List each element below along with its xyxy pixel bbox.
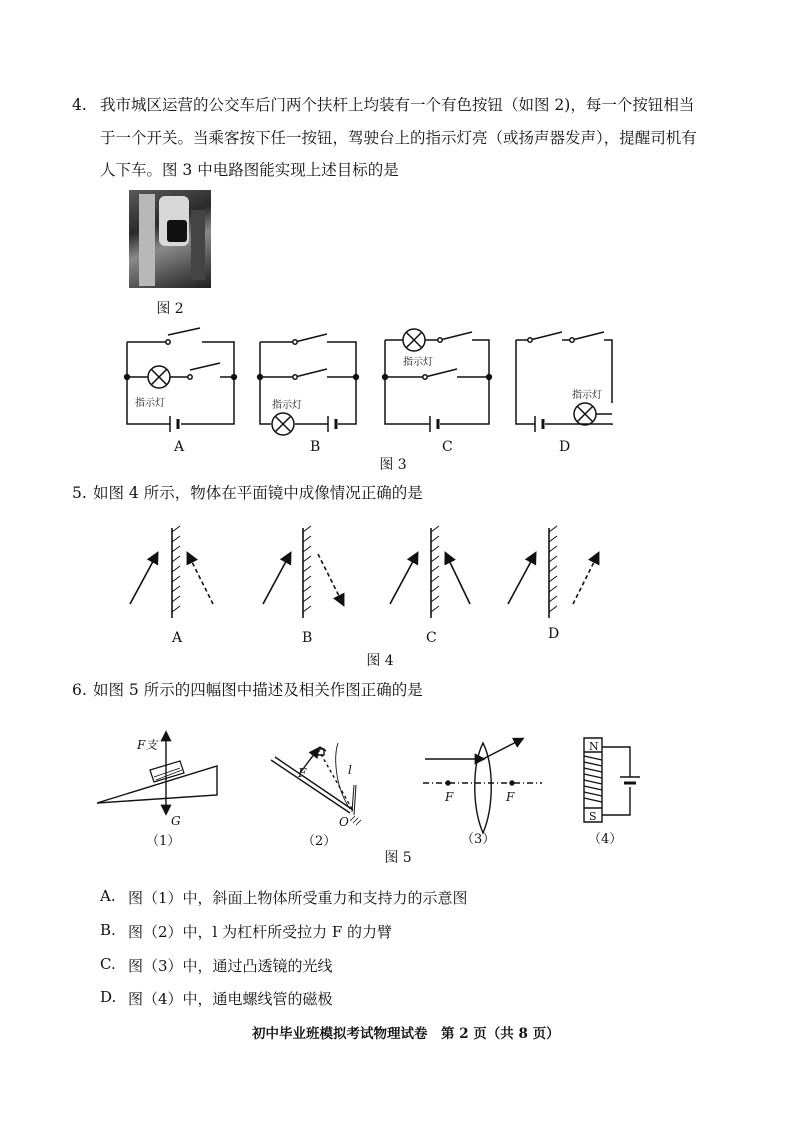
q4-line-2: 于一个开关。当乘客按下任一按钮，驾驶台上的指示灯亮（或扬声器发声），提醒司机有 <box>100 129 697 147</box>
lever-force-label: F <box>298 766 307 780</box>
choice-c-text: 图（3）中，通过凸透镜的光线 <box>128 957 333 975</box>
fig3-caption: 图 3 <box>379 457 407 473</box>
choice-a-text: 图（1）中，斜面上物体所受重力和支持力的示意图 <box>128 889 468 907</box>
mirror-option-b: B <box>302 630 313 646</box>
lamp-label-b: 指示灯 <box>272 400 302 411</box>
fig4-caption: 图 4 <box>366 653 394 669</box>
choice-a-letter: A. <box>100 887 116 905</box>
q4-number: 4. <box>72 96 87 114</box>
mirror-option-d: D <box>548 626 560 642</box>
mirror-diagrams <box>0 520 794 660</box>
support-force-label: F支 <box>137 738 158 752</box>
q6-text: 如图 5 所示的四幅图中描述及相关作图正确的是 <box>93 681 423 699</box>
circuit-b <box>258 334 359 435</box>
option-b-label: B <box>310 439 321 455</box>
circuit-a <box>125 328 237 432</box>
sub-label-1: （1） <box>146 834 181 849</box>
pivot-label: O <box>339 815 349 829</box>
focus-left-label: F <box>445 790 454 804</box>
south-pole-label: S <box>589 810 597 823</box>
choice-d-letter: D. <box>100 988 117 1006</box>
page-footer: 初中毕业班模拟考试物理试卷 第 2 页（共 8 页） <box>252 1026 560 1042</box>
option-a-label: A <box>174 439 185 455</box>
option-d-label: D <box>559 439 571 455</box>
circuit-c <box>383 329 492 432</box>
mirror-option-c: C <box>426 630 437 646</box>
choice-b-text: 图（2）中，l 为杠杆所受拉力 F 的力臂 <box>128 923 393 941</box>
sub-label-3: （3） <box>461 832 496 847</box>
lamp-label-a: 指示灯 <box>135 398 165 409</box>
option-c-label: C <box>442 439 453 455</box>
circuit-d <box>516 332 612 432</box>
q4-line-3: 人下车。图 3 中电路图能实现上述目标的是 <box>100 161 399 179</box>
q5-text: 如图 4 所示，物体在平面镜中成像情况正确的是 <box>93 484 423 502</box>
lamp-label-d: 指示灯 <box>572 390 602 401</box>
figure-5 <box>0 725 794 865</box>
north-pole-label: N <box>589 740 599 753</box>
q4-line-1: 我市城区运营的公交车后门两个扶杆上均装有一个有色按钮（如图 2)，每一个按钮相当 <box>100 96 695 114</box>
mirror-option-a: A <box>172 630 183 646</box>
lever-arm-label: l <box>348 763 352 777</box>
focus-right-label: F <box>506 790 515 804</box>
choice-c-letter: C. <box>100 955 116 973</box>
q6-number: 6. <box>72 681 87 699</box>
sub-label-2: （2） <box>302 834 337 849</box>
fig5-caption: 图 5 <box>384 850 412 866</box>
gravity-label: G <box>171 814 181 828</box>
circuit-diagrams <box>0 320 794 455</box>
bus-button-photo <box>129 190 211 288</box>
choice-b-letter: B. <box>100 921 116 939</box>
lamp-label-c: 指示灯 <box>403 357 433 368</box>
fig2-caption: 图 2 <box>156 301 184 317</box>
sub-label-4: （4） <box>588 832 623 847</box>
q5-number: 5. <box>72 484 87 502</box>
button-dark-icon <box>167 220 187 242</box>
choice-d-text: 图（4）中，通电螺线管的磁极 <box>128 990 333 1008</box>
